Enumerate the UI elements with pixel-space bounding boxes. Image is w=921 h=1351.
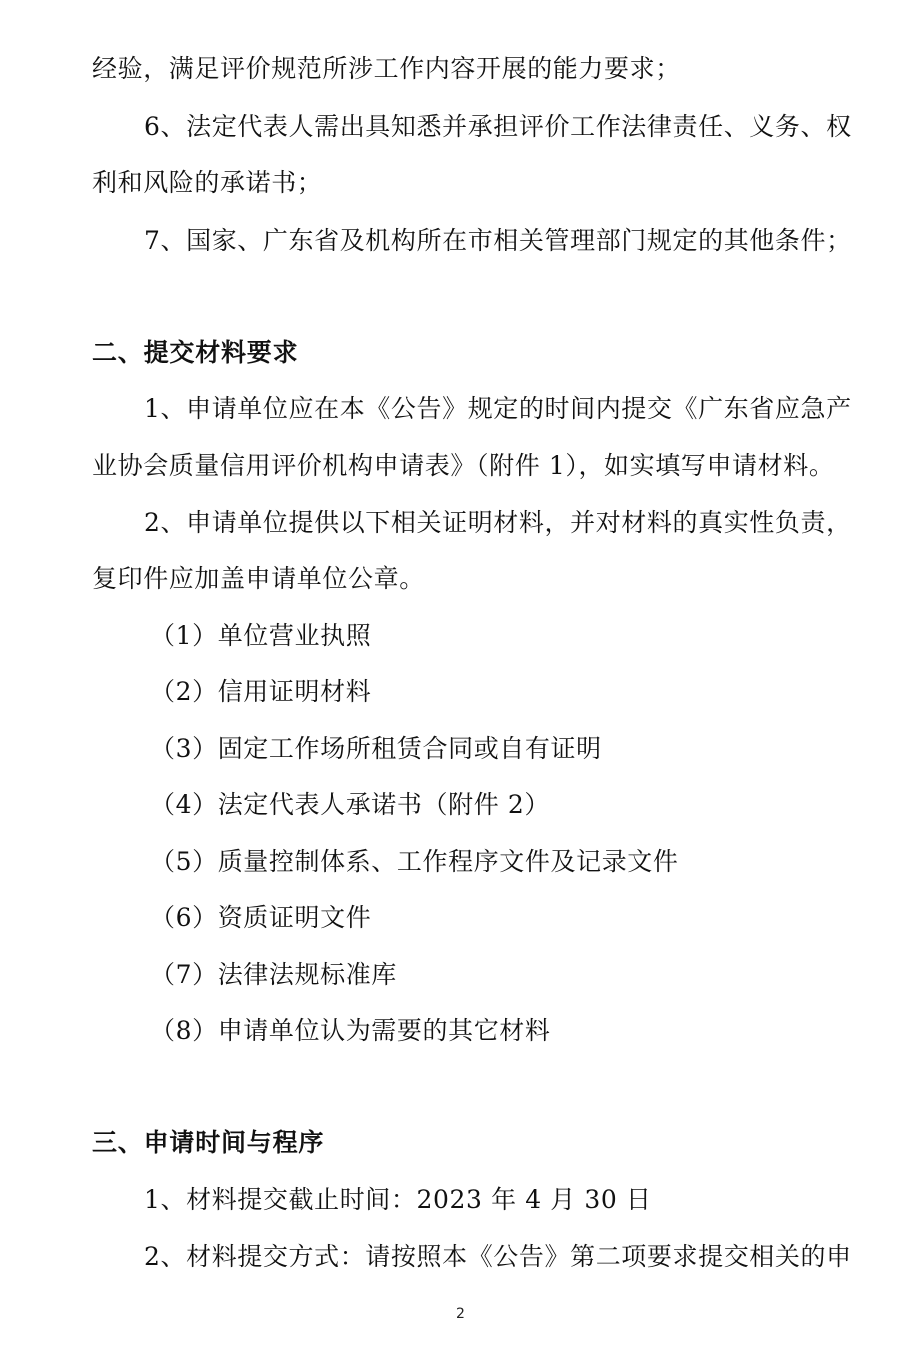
- condition-item-6-line1: 6、法定代表人需出具知悉并承担评价工作法律责任、义务、权: [144, 112, 852, 141]
- material-list-item: （3）固定工作场所租赁合同或自有证明: [150, 734, 602, 763]
- application-item-1: 1、材料提交截止时间：2023 年 4 月 30 日: [144, 1185, 652, 1214]
- application-item-2: 2、材料提交方式：请按照本《公告》第二项要求提交相关的申: [144, 1242, 852, 1271]
- section-heading-submission-materials: 二、提交材料要求: [92, 338, 299, 367]
- condition-item-7: 7、国家、广东省及机构所在市相关管理部门规定的其他条件；: [144, 226, 852, 255]
- condition-item-6-line2: 利和风险的承诺书；: [92, 168, 323, 197]
- paragraph-line: 经验，满足评价规范所涉工作内容开展的能力要求；: [92, 54, 681, 83]
- material-list-item: （5）质量控制体系、工作程序文件及记录文件: [150, 847, 679, 876]
- material-list-item: （2）信用证明材料: [150, 677, 372, 706]
- submission-item-1-line2: 业协会质量信用评价机构申请表》（附件 1），如实填写申请材料。: [92, 451, 835, 480]
- submission-item-2-line2: 复印件应加盖申请单位公章。: [92, 564, 425, 593]
- material-list-item: （7）法律法规标准库: [150, 960, 397, 989]
- material-list-item: （4）法定代表人承诺书（附件 2）: [150, 790, 550, 819]
- section-heading-application-time: 三、申请时间与程序: [92, 1128, 325, 1157]
- material-list-item: （8）申请单位认为需要的其它材料: [150, 1016, 551, 1045]
- material-list-item: （1）单位营业执照: [150, 621, 372, 650]
- material-list-item: （6）资质证明文件: [150, 903, 372, 932]
- submission-item-1-line1: 1、申请单位应在本《公告》规定的时间内提交《广东省应急产: [144, 394, 852, 423]
- page-number: 2: [456, 1306, 465, 1322]
- submission-item-2-line1: 2、申请单位提供以下相关证明材料，并对材料的真实性负责，: [144, 508, 852, 537]
